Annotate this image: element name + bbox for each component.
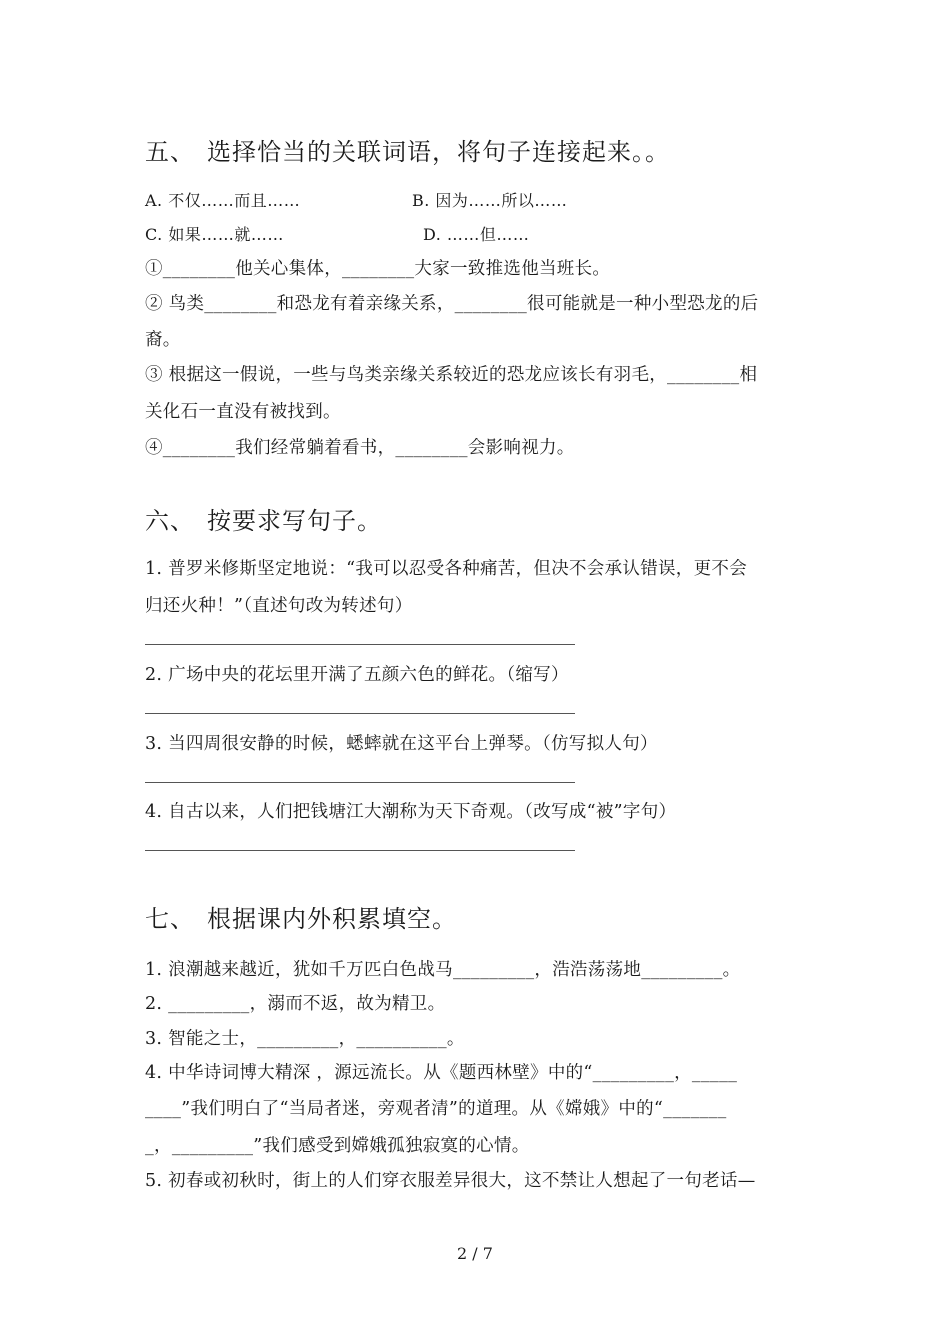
s7-line-6: _，_________”我们感受到嫦娥孤独寂寞的心情。: [145, 1136, 530, 1156]
s5-line-6: ④________我们经常躺着看书，________会影响视力。: [145, 438, 575, 458]
s6-line-5: 4. 自古以来，人们把钱塘江大潮称为天下奇观。（改写成“被”字句）: [145, 802, 677, 822]
section-7-number: 七、: [145, 905, 195, 933]
answer-line-4[interactable]: [145, 850, 575, 851]
s6-line-2: 归还火种！”（直述句改为转述句）: [145, 596, 413, 616]
s6-line-4: 3. 当四周很安静的时候，蟋蟀就在这平台上弹琴。（仿写拟人句）: [145, 734, 658, 754]
option-c: C. 如果……就……: [145, 225, 284, 244]
section-6-title: 按要求写句子。: [207, 507, 382, 535]
s7-line-7: 5. 初春或初秋时，街上的人们穿衣服差异很大，这不禁让人想起了一句老话—: [145, 1171, 756, 1191]
option-a: A. 不仅……而且……: [145, 191, 301, 210]
answer-line-2[interactable]: [145, 713, 575, 714]
section-5-heading: [145, 132, 670, 167]
s6-line-1: 1. 普罗米修斯坚定地说：“我可以忍受各种痛苦，但决不会承认错误，更不会: [145, 559, 748, 579]
s7-line-2: 2. _________，溺而不返，故为精卫。: [145, 994, 446, 1014]
section-5-title: 选择恰当的关联词语，将句子连接起来。。: [207, 138, 670, 166]
section-7-heading: [145, 899, 457, 934]
s5-line-3: 裔。: [145, 330, 181, 350]
section-6-number: 六、: [145, 507, 195, 535]
s5-line-4: ③ 根据这一假说，一些与鸟类亲缘关系较近的恐龙应该长有羽毛，________相: [145, 365, 758, 385]
section-6-heading: [145, 501, 382, 536]
s7-line-5: ____”我们明白了“当局者迷，旁观者清”的道理。从《嫦娥》中的“_______: [145, 1099, 727, 1119]
section-7-title: 根据课内外积累填空。: [207, 905, 457, 933]
s5-line-1: ①________他关心集体，________大家一致推选他当班长。: [145, 259, 611, 279]
answer-line-1[interactable]: [145, 644, 575, 645]
section-5-number: 五、: [145, 138, 195, 166]
s7-line-3: 3. 智能之士，_________，__________。: [145, 1029, 465, 1049]
s7-line-4: 4. 中华诗词博大精深 ，源远流长。从《题西林壁》中的“_________，_____: [145, 1063, 738, 1083]
page-number: 2 / 7: [457, 1244, 493, 1263]
s6-line-3: 2. 广场中央的花坛里开满了五颜六色的鲜花。（缩写）: [145, 665, 569, 685]
answer-line-3[interactable]: [145, 782, 575, 783]
option-d: D. ……但……: [423, 225, 530, 244]
option-b: B. 因为……所以……: [412, 191, 568, 210]
s5-line-2: ② 鸟类________和恐龙有着亲缘关系，________很可能就是一种小型恐龙的后: [145, 294, 759, 314]
s5-line-5: 关化石一直没有被找到。: [145, 402, 341, 422]
s7-line-1: 1. 浪潮越来越近，犹如千万匹白色战马_________，浩浩荡荡地_________。: [145, 960, 741, 980]
